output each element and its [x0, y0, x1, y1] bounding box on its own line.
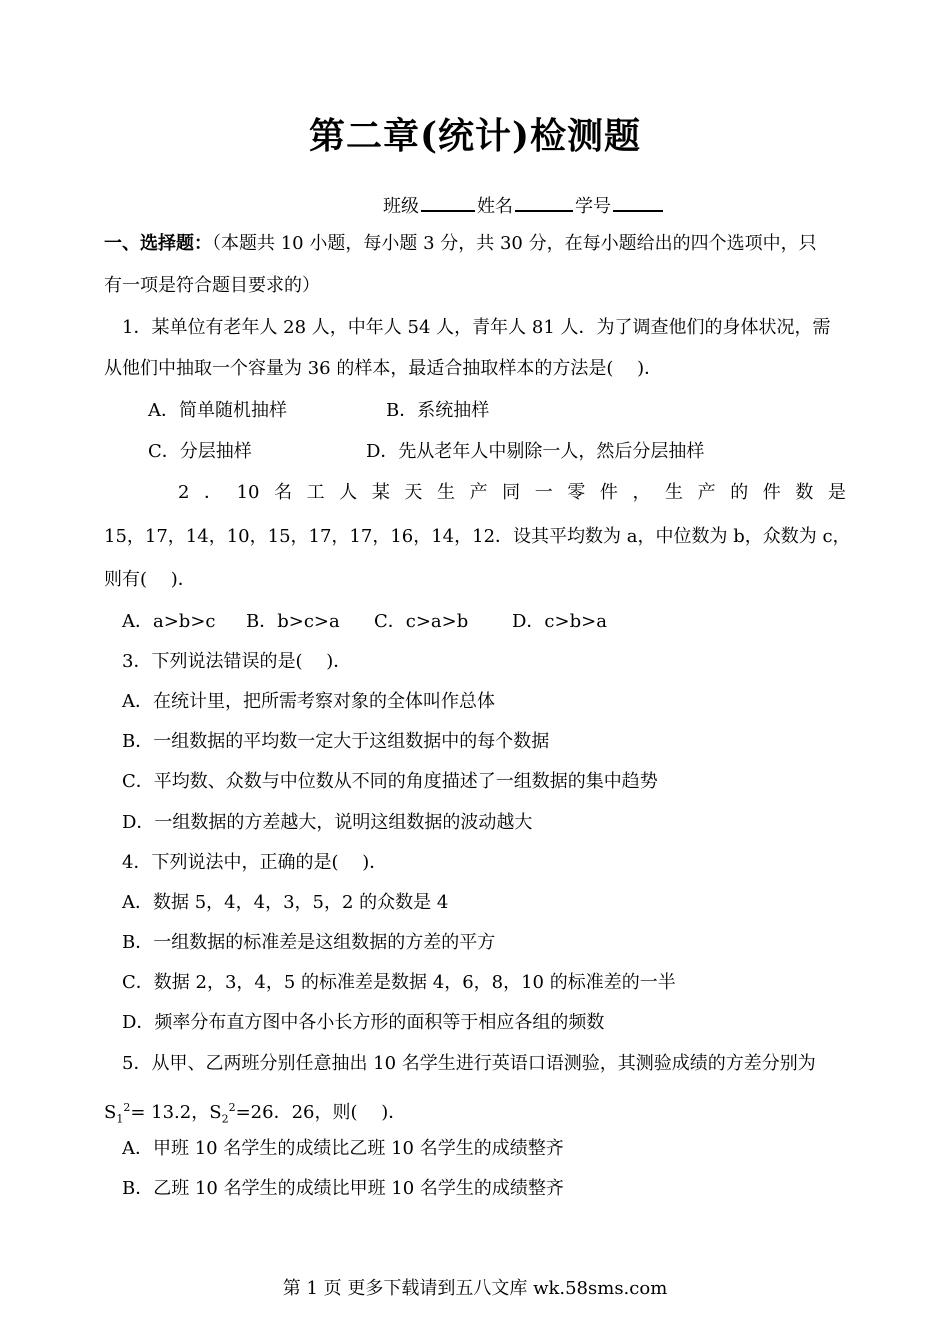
name-blank[interactable] [515, 192, 573, 212]
q2-char: 产 [469, 482, 488, 503]
q1-option-a: A．简单随机抽样 [148, 400, 287, 421]
q5-option-a: A．甲班 10 名学生的成绩比乙班 10 名学生的成绩整齐 [122, 1138, 564, 1159]
q4-option-a: A．数据 5，4，4，3，5，2 的众数是 4 [122, 892, 449, 913]
q2-char: 同 [502, 482, 521, 503]
q2-char: 生 [436, 482, 455, 503]
section-heading: 一、选择题： [104, 233, 212, 254]
q2-char: 工 [306, 482, 325, 503]
q2-option-b: B．b>c>a [246, 611, 340, 632]
q1-stem-line-2: 从他们中抽取一个容量为 36 的样本，最适合抽取样本的方法是( )． [104, 358, 663, 379]
student-info [383, 192, 665, 219]
q2-char: 生 [665, 482, 684, 503]
s2-symbol: S [209, 1102, 222, 1123]
q1-option-b: B．系统抽样 [386, 400, 490, 421]
q2-stem-line-1 [178, 481, 846, 505]
name-label: 姓名 [477, 196, 513, 217]
q4-stem: 4．下列说法中，正确的是( )． [122, 852, 388, 873]
q2-char: 产 [697, 482, 716, 503]
q2-char: 零 [567, 482, 586, 503]
q2-char: 的 [730, 482, 749, 503]
q5-stem-line-2 [104, 1096, 406, 1132]
section-intro-line-1 [104, 232, 817, 256]
q1-option-c: C．分层抽样 [148, 441, 252, 462]
q1-option-d: D．先从老年人中剔除一人，然后分层抽样 [366, 441, 705, 462]
q2-stem-line-3: 则有( )． [104, 569, 196, 590]
q2-char: 10 [236, 482, 260, 503]
q4-option-b: B．一组数据的标准差是这组数据的方差的平方 [122, 932, 496, 953]
q4-option-d: D．频率分布直方图中各小长方形的面积等于相应各组的频数 [122, 1012, 605, 1033]
q3-option-d: D．一组数据的方差越大，说明这组数据的波动越大 [122, 812, 533, 833]
s1-superscript: 2 [123, 1101, 131, 1114]
q1-stem-line-1: 1．某单位有老年人 28 人，中年人 54 人，青年人 81 人．为了调查他们的身体状况，需 [122, 317, 831, 338]
page-footer: 第 1 页 更多下载请到五八文库 wk.58sms.com [282, 1278, 668, 1299]
q2-char: 名 [274, 482, 293, 503]
page-title: 第二章(统计)检测题 [308, 115, 642, 157]
q2-option-c: C．c>a>b [374, 611, 469, 632]
q2-char: 一 [534, 482, 553, 503]
q2-char: 天 [404, 482, 423, 503]
q2-char: 某 [371, 482, 390, 503]
q2-char: 2 [178, 482, 190, 503]
s1-subscript: 1 [116, 1112, 124, 1126]
s1-symbol: S [104, 1102, 117, 1123]
q2-stem-line-2: 15，17，14，10，15，17，17，16，14，12．设其平均数为 a，中位数为 b，众数为 c， [104, 526, 851, 547]
q2-char: 件 [762, 482, 781, 503]
s2-value: =26．26，则( )． [235, 1102, 407, 1123]
class-blank[interactable] [421, 192, 475, 212]
class-label: 班级 [383, 196, 419, 217]
q3-stem: 3．下列说法错误的是( )． [122, 651, 352, 672]
id-label: 学号 [575, 196, 611, 217]
q2-option-d: D．c>b>a [512, 611, 607, 632]
q2-char: 是 [827, 482, 846, 503]
q5-option-b: B．乙班 10 名学生的成绩比甲班 10 名学生的成绩整齐 [122, 1178, 564, 1199]
s1-value: = 13.2， [130, 1102, 210, 1123]
q2-char: 件 [599, 482, 618, 503]
q4-option-c: C．数据 2，3，4，5 的标准差是数据 4，6，8，10 的标准差的一半 [122, 972, 676, 993]
q2-char: 数 [795, 482, 814, 503]
id-blank[interactable] [613, 192, 663, 212]
q2-option-a: A．a>b>c [122, 611, 216, 632]
section-intro-line-2: 有一项是符合题目要求的） [104, 275, 320, 296]
q3-option-b: B．一组数据的平均数一定大于这组数据中的每个数据 [122, 731, 550, 752]
s2-superscript: 2 [228, 1101, 236, 1114]
q3-option-c: C．平均数、众数与中位数从不同的角度描述了一组数据的集中趋势 [122, 771, 658, 792]
q3-option-a: A．在统计里，把所需考察对象的全体叫作总体 [122, 691, 495, 712]
q5-stem-line-1: 5．从甲、乙两班分别任意抽出 10 名学生进行英语口语测验，其测验成绩的方差分别为 [122, 1053, 816, 1074]
q2-char: 人 [339, 482, 358, 503]
s2-subscript: 2 [221, 1112, 229, 1126]
section-intro-text: （本题共 10 小题，每小题 3 分，共 30 分，在每小题给出的四个选项中，只 [212, 233, 817, 254]
q2-char: ， [632, 482, 651, 503]
q2-char: ． [204, 482, 223, 503]
